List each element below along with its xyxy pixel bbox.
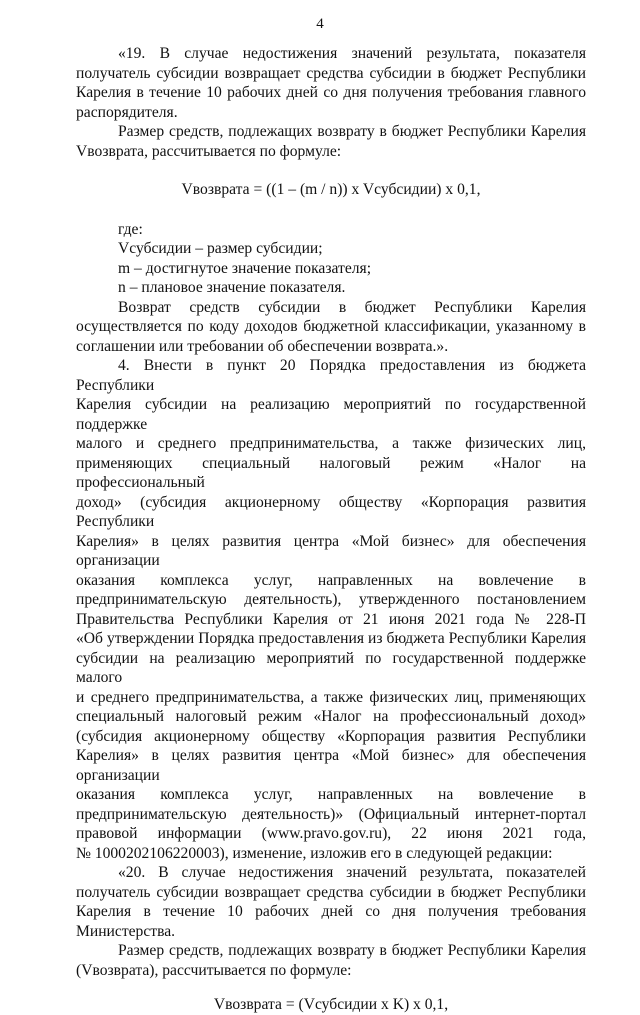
text-line: применяющих специальный налоговый режим «Налог на профессиональный <box>76 454 586 491</box>
text-line: (субсидия акционерному обществу «Корпорация развития Республики <box>76 727 586 745</box>
text-line: Возврат средств субсидии в бюджет Республики Карелия <box>118 298 586 316</box>
text-line: n – плановое значение показателя. <box>118 279 346 296</box>
text-line: оказания комплекса услуг, направленных на вовлечение в <box>76 571 586 589</box>
text-line: (Vвозврата), рассчитывается по формуле: <box>76 961 352 979</box>
text-line: Правительства Республики Карелия от 21 июня 2021 года № 228-П <box>76 610 586 628</box>
text-line: соглашении или требовании об обеспечении возврата.». <box>76 337 449 355</box>
text-line: Vвозврата, рассчитывается по формуле: <box>76 142 342 160</box>
formula: Vвозврата = (Vсубсидии x K) x 0,1, <box>213 996 449 1013</box>
formula: Vвозврата = ((1 – (m / n)) x Vсубсидии) x 0,1, <box>181 181 481 198</box>
text-line: Карелия в течение 10 рабочих дней со дня получения требования главного <box>76 84 586 101</box>
text-line: осуществляется по коду доходов бюджетной классификации, указанному в <box>76 318 586 335</box>
text-line: специальный налоговый режим «Налог на профессиональный доход» <box>76 708 586 725</box>
text-line: 4. Внести в пункт 20 Порядка предоставления из бюджета Республики <box>76 357 586 394</box>
text-line: № 1000202106220003), изменение, изложив его в следующей редакции: <box>76 844 553 862</box>
text-line: получатель субсидии возвращает средства субсидии в бюджет Республики <box>76 64 586 82</box>
text-line: субсидии на реализацию мероприятий по государственной поддержке малого <box>76 649 586 686</box>
text-line: оказания комплекса услуг, направленных на вовлечение в <box>76 786 586 803</box>
text-line: Vсубсидии – размер субсидии; <box>118 240 323 257</box>
text-line: предпринимательскую деятельность)» (Официальный интернет-портал <box>76 805 586 823</box>
text-line: Министерства. <box>76 922 176 940</box>
text-line: правовой информации (www.pravo.gov.ru), 22 июня 2021 года, <box>76 825 586 842</box>
text-line: получатель субсидии возвращает средства субсидии в бюджет Республики <box>76 883 586 901</box>
text-line: «20. В случае недостижения значений результата, показателей <box>118 864 586 881</box>
text-line: «19. В случае недостижения значений результата, показателя <box>118 45 586 62</box>
text-line: m – достигнутое значение показателя; <box>118 259 372 277</box>
text-line: Карелия» в целях развития центра «Мой бизнес» для обеспечения организации <box>76 747 586 784</box>
text-line: предпринимательскую деятельность), утвержденного постановлением <box>76 591 586 608</box>
text-line: и среднего предпринимательства, а также физических лиц, применяющих <box>76 688 586 706</box>
text-line: Карелия» в целях развития центра «Мой бизнес» для обеспечения организации <box>76 532 586 569</box>
text-line: Размер средств, подлежащих возврату в бюджет Республики Карелия <box>118 123 586 140</box>
text-line: Карелия в течение 10 рабочих дней со дня получения требования <box>76 903 586 920</box>
text-line: где: <box>118 220 143 238</box>
page-number: 4 <box>316 16 324 32</box>
text-line: Карелия субсидии на реализацию мероприятий по государственной поддержке <box>76 396 586 433</box>
text-line: Размер средств, подлежащих возврату в бюджет Республики Карелия <box>118 942 586 959</box>
text-line: малого и среднего предпринимательства, а также физических лиц, <box>76 435 586 452</box>
document-body <box>76 44 586 1015</box>
text-line: распорядителя. <box>76 103 178 121</box>
text-line: доход» (субсидия акционерному обществу «Корпорация развития Республики <box>76 493 586 530</box>
text-line: «Об утверждении Порядка предоставления из бюджета Республики Карелия <box>76 630 586 647</box>
